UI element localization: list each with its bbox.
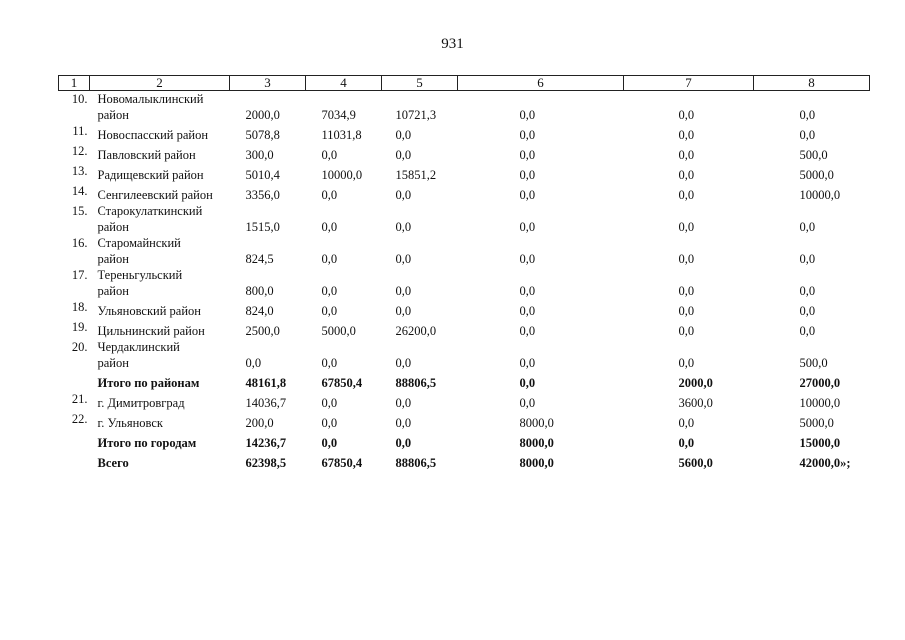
value-cell-col-8: 0,0 <box>799 220 816 234</box>
value-cell-col-6: 0,0 <box>519 128 536 142</box>
district-name-line-2: Ульяновский район <box>97 304 201 318</box>
value-cell-col-8: 5000,0 <box>799 168 834 182</box>
value-cell-col-5: 0,0 <box>395 148 412 162</box>
district-name-line-2: Цильнинский район <box>97 324 205 338</box>
district-name-cell <box>90 183 230 203</box>
row-number-cell: 10. <box>71 92 88 106</box>
value-cell-col-8: 15000,0 <box>799 436 841 450</box>
district-name-line-2: Новоспасский район <box>97 128 209 142</box>
page-number: 931 <box>441 36 464 52</box>
value-cell-col-4: 5000,0 <box>321 324 356 338</box>
district-name-cell <box>90 431 230 451</box>
table-row <box>59 339 870 371</box>
column-header-1: 1 <box>59 76 90 91</box>
value-cell-col-3: 200,0 <box>245 416 274 430</box>
value-cell-col-7: 0,0 <box>678 148 695 162</box>
row-number-cell <box>59 451 90 471</box>
table-row <box>59 123 870 143</box>
district-name-line-1: Новомалыклинский <box>97 92 204 106</box>
column-header-6: 6 <box>458 76 624 91</box>
value-cell-col-3: 5010,4 <box>245 168 280 182</box>
value-cell-col-3: 824,5 <box>245 252 274 266</box>
table-row <box>59 319 870 339</box>
district-name-line-2: район <box>97 252 129 266</box>
value-cell-col-3: 2500,0 <box>245 324 280 338</box>
district-name-cell <box>90 411 230 431</box>
value-cell-col-5: 0,0 <box>395 436 412 450</box>
district-name-cell <box>90 91 230 124</box>
value-cell-col-3: 2000,0 <box>245 108 280 122</box>
district-name-cell <box>90 319 230 339</box>
value-cell-col-6: 0,0 <box>519 284 536 298</box>
value-cell-col-5: 0,0 <box>395 304 412 318</box>
row-number-cell <box>59 431 90 451</box>
value-cell-col-8: 0,0 <box>799 284 816 298</box>
value-cell-col-3: 48161,8 <box>245 376 287 390</box>
district-name-cell <box>90 143 230 163</box>
value-cell-col-6: 0,0 <box>519 220 536 234</box>
district-name-cell <box>90 235 230 267</box>
row-number-cell <box>59 371 90 391</box>
table-row <box>59 91 870 124</box>
value-cell-col-5: 26200,0 <box>395 324 437 338</box>
column-header-5: 5 <box>382 76 458 91</box>
value-cell-col-7: 0,0 <box>678 252 695 266</box>
value-cell-col-7: 0,0 <box>678 108 695 122</box>
value-cell-col-6: 0,0 <box>519 304 536 318</box>
value-cell-col-5: 0,0 <box>395 396 412 410</box>
value-cell-col-5: 10721,3 <box>395 108 437 122</box>
value-cell-col-5: 88806,5 <box>395 456 437 470</box>
table-total-row <box>59 451 870 471</box>
value-cell-col-4: 0,0 <box>321 220 338 234</box>
value-cell-col-3: 14036,7 <box>245 396 287 410</box>
row-number-cell: 15. <box>71 204 88 218</box>
row-number-cell: 17. <box>71 268 88 282</box>
value-cell-col-8: 500,0 <box>799 148 828 162</box>
value-cell-col-6: 0,0 <box>519 108 536 122</box>
value-cell-col-6: 0,0 <box>519 168 536 182</box>
value-cell-col-4: 67850,4 <box>321 376 363 390</box>
district-name-cell <box>90 371 230 391</box>
value-cell-col-6: 0,0 <box>519 396 536 410</box>
column-header-8: 8 <box>754 76 870 91</box>
value-cell-col-3: 0,0 <box>245 356 262 370</box>
value-cell-col-8: 0,0 <box>799 324 816 338</box>
row-number-cell: 16. <box>71 236 88 250</box>
value-cell-col-4: 0,0 <box>321 436 338 450</box>
district-name-line-1: Старокулаткинский <box>97 204 203 218</box>
table-row <box>59 183 870 203</box>
value-cell-col-3: 5078,8 <box>245 128 280 142</box>
district-name-cell <box>90 451 230 471</box>
district-name-line-2: г. Ульяновск <box>97 416 163 430</box>
district-name-line-2: район <box>97 108 129 122</box>
row-number-cell: 22. <box>71 412 88 426</box>
district-name-cell <box>90 267 230 299</box>
value-cell-col-3: 14236,7 <box>245 436 287 450</box>
value-cell-col-4: 0,0 <box>321 396 338 410</box>
value-cell-col-8: 27000,0 <box>799 376 841 390</box>
value-cell-col-3: 300,0 <box>245 148 274 162</box>
row-number-cell: 14. <box>71 184 88 198</box>
value-cell-col-8: 500,0 <box>799 356 828 370</box>
row-number-cell: 20. <box>71 340 88 354</box>
value-cell-col-5: 0,0 <box>395 220 412 234</box>
table-row <box>59 163 870 183</box>
table-row <box>59 143 870 163</box>
table-total-row <box>59 371 870 391</box>
column-header-3: 3 <box>230 76 306 91</box>
value-cell-col-8: 5000,0 <box>799 416 834 430</box>
value-cell-col-8: 10000,0 <box>799 396 841 410</box>
value-cell-col-5: 0,0 <box>395 188 412 202</box>
district-name-line-2: район <box>97 220 129 234</box>
district-name-cell <box>90 203 230 235</box>
district-name-line-1: Чердаклинский <box>97 340 180 354</box>
value-cell-col-4: 7034,9 <box>321 108 356 122</box>
row-number-cell: 12. <box>71 144 88 158</box>
value-cell-col-4: 0,0 <box>321 304 338 318</box>
value-cell-col-4: 11031,8 <box>321 128 362 142</box>
value-cell-col-6: 0,0 <box>519 356 536 370</box>
value-cell-col-7: 0,0 <box>678 168 695 182</box>
district-name-line-2: Итого по городам <box>97 436 197 450</box>
value-cell-col-5: 88806,5 <box>395 376 437 390</box>
value-cell-col-4: 67850,4 <box>321 456 363 470</box>
district-name-cell <box>90 163 230 183</box>
value-cell-col-4: 0,0 <box>321 188 338 202</box>
value-cell-col-7: 0,0 <box>678 128 695 142</box>
value-cell-col-7: 2000,0 <box>678 376 713 390</box>
value-cell-col-5: 0,0 <box>395 252 412 266</box>
value-cell-col-6: 8000,0 <box>519 436 554 450</box>
budget-table <box>58 75 870 471</box>
table-row <box>59 235 870 267</box>
column-header-7: 7 <box>624 76 754 91</box>
value-cell-col-7: 0,0 <box>678 416 695 430</box>
table-row <box>59 299 870 319</box>
district-name-line-2: Радищевский район <box>97 168 204 182</box>
column-header-4: 4 <box>306 76 382 91</box>
value-cell-col-4: 0,0 <box>321 356 338 370</box>
value-cell-col-8: 0,0 <box>799 252 816 266</box>
value-cell-col-6: 0,0 <box>519 376 536 390</box>
district-name-line-2: Павловский район <box>97 148 196 162</box>
value-cell-col-6: 8000,0 <box>519 456 554 470</box>
value-cell-col-4: 0,0 <box>321 252 338 266</box>
value-cell-col-7: 0,0 <box>678 356 695 370</box>
row-number-cell: 21. <box>71 392 88 406</box>
value-cell-col-3: 1515,0 <box>245 220 280 234</box>
value-cell-col-7: 0,0 <box>678 284 695 298</box>
value-cell-col-4: 0,0 <box>321 416 338 430</box>
value-cell-col-5: 0,0 <box>395 284 412 298</box>
value-cell-col-6: 0,0 <box>519 324 536 338</box>
value-cell-col-6: 8000,0 <box>519 416 554 430</box>
district-name-cell <box>90 123 230 143</box>
row-number-cell: 18. <box>71 300 88 314</box>
district-name-line-1: Тереньгульский <box>97 268 183 282</box>
value-cell-col-6: 0,0 <box>519 252 536 266</box>
value-cell-col-7: 0,0 <box>678 324 695 338</box>
district-name-line-2: Всего <box>97 456 129 470</box>
value-cell-col-4: 10000,0 <box>321 168 363 182</box>
value-cell-col-5: 0,0 <box>395 356 412 370</box>
district-name-line-2: Сенгилеевский район <box>97 188 213 202</box>
value-cell-col-3: 824,0 <box>245 304 274 318</box>
value-cell-col-5: 0,0 <box>395 416 412 430</box>
row-number-cell: 19. <box>71 320 88 334</box>
value-cell-col-7: 0,0 <box>678 436 695 450</box>
district-name-line-2: район <box>97 284 129 298</box>
value-cell-col-5: 0,0 <box>395 128 412 142</box>
value-cell-col-7: 0,0 <box>678 304 695 318</box>
table-row <box>59 203 870 235</box>
value-cell-col-3: 800,0 <box>245 284 274 298</box>
table-body <box>59 91 870 472</box>
value-cell-col-3: 3356,0 <box>245 188 280 202</box>
district-name-line-1: Старомайнский <box>97 236 181 250</box>
value-cell-col-7: 3600,0 <box>678 396 713 410</box>
value-cell-col-8: 10000,0 <box>799 188 841 202</box>
district-name-cell <box>90 391 230 411</box>
value-cell-col-5: 15851,2 <box>395 168 437 182</box>
value-cell-col-7: 5600,0 <box>678 456 713 470</box>
district-name-line-2: Итого по районам <box>97 376 200 390</box>
row-number-cell: 11. <box>72 124 88 138</box>
value-cell-col-3: 62398,5 <box>245 456 287 470</box>
value-cell-col-8: 0,0 <box>799 304 816 318</box>
value-cell-col-8: 0,0 <box>799 108 816 122</box>
value-cell-col-7: 0,0 <box>678 188 695 202</box>
column-header-2: 2 <box>90 76 230 91</box>
value-cell-col-4: 0,0 <box>321 148 338 162</box>
row-number-cell: 13. <box>71 164 88 178</box>
district-name-line-2: г. Димитровград <box>97 396 185 410</box>
district-name-cell <box>90 299 230 319</box>
value-cell-col-7: 0,0 <box>678 220 695 234</box>
district-name-line-2: район <box>97 356 129 370</box>
value-cell-col-8: 42000,0»; <box>799 456 851 470</box>
district-name-cell <box>90 339 230 371</box>
value-cell-col-6: 0,0 <box>519 148 536 162</box>
value-cell-col-4: 0,0 <box>321 284 338 298</box>
value-cell-col-8: 0,0 <box>799 128 816 142</box>
value-cell-col-6: 0,0 <box>519 188 536 202</box>
table-total-row <box>59 431 870 451</box>
table-row <box>59 411 870 431</box>
table-row <box>59 267 870 299</box>
table-row <box>59 391 870 411</box>
column-number-header-row <box>59 76 870 91</box>
